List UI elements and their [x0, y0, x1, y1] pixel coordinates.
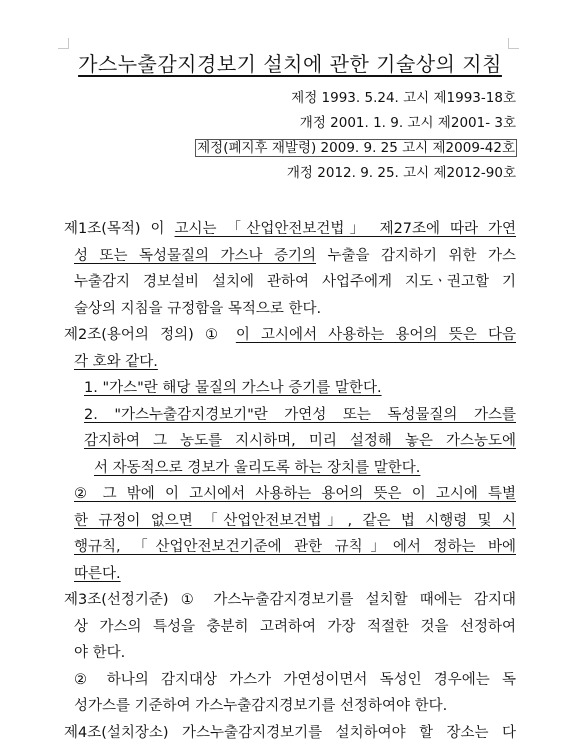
article-2-line: 각 호와 같다.: [74, 353, 158, 370]
document-title: 가스누출감지경보기 설치에 관한 기술상의 지침: [78, 52, 502, 76]
article-1-line: 누출감지 경보설비 설치에 관하여 사업주에게 지도ㆍ권고할 기: [74, 274, 516, 290]
article-3-line: 상 가스의 특성을 충분히 고려하여 가장 적절한 것을 선정하여: [74, 618, 516, 635]
article-4-line: 제4조(설치장소) 가스누출감지경보기를 설치하여야 할 장소는 다: [64, 724, 516, 741]
article-1-line: 술상의 지침을 규정함을 목적으로 한다.: [74, 300, 322, 317]
article-2-item-2: 서 자동적으로 경보가 울리도록 하는 장치를 말한다.: [94, 459, 421, 476]
revision-line: 개정 2001. 1. 9. 고시 제2001- 3호: [299, 115, 516, 131]
revision-line: 제정 1993. 5.24. 고시 제1993-18호: [291, 90, 516, 106]
article-2-para-2: 행규칙, 「산업안전보건기준에 관한 규칙」에서 정하는 바에: [74, 539, 516, 555]
article-2-item-2: 감지하여 그 농도를 지시하며, 미리 설정해 놓은 가스농도에: [84, 433, 516, 449]
revision-history: [196, 86, 516, 186]
article-3-para-2: 성가스를 기준하여 가스누출감지경보기를 선정하여야 한다.: [74, 698, 448, 714]
revision-line: 제정(폐지후 재발령) 2009. 9. 25 고시 제2009-42호: [197, 140, 515, 156]
article-2-item-2: 2. "가스누출감지경보기"란 가연성 또는 독성물질의 가스를: [84, 406, 516, 423]
article-2-item-1: 1. "가스"란 해당 물질의 가스나 증기를 말한다.: [84, 380, 382, 396]
article-3-para-2: ② 하나의 감지대상 가스가 가연성이면서 독성인 경우에는 독: [74, 671, 516, 688]
revision-line: 개정 2012. 9. 25. 고시 제2012-90호: [286, 165, 516, 181]
article-2-para-2: ② 그 밖에 이 고시에서 사용하는 용어의 뜻은 이 고시에 특별: [74, 486, 516, 502]
article-2-line: 제2조(용어의 정의) ① 이 고시에서 사용하는 용어의 뜻은 다음: [64, 327, 516, 343]
article-1-line: 성 또는 독성물질의 가스나 증기의 누출을 감지하기 위한 가스: [74, 247, 516, 264]
article-1-line: 제1조(목적) 이 고시는 「산업안전보건법」 제27조에 따라 가연: [64, 221, 516, 237]
article-2-para-2: 한 규정이 없으면 「산업안전보건법」, 같은 법 시행령 및 시: [74, 512, 516, 529]
article-2-para-2: 따른다.: [74, 565, 121, 582]
document-body: [64, 216, 516, 746]
article-3-line: 야 한다.: [74, 645, 126, 661]
article-3-line: 제3조(선정기준) ① 가스누출감지경보기를 설치할 때에는 감지대: [64, 592, 516, 608]
